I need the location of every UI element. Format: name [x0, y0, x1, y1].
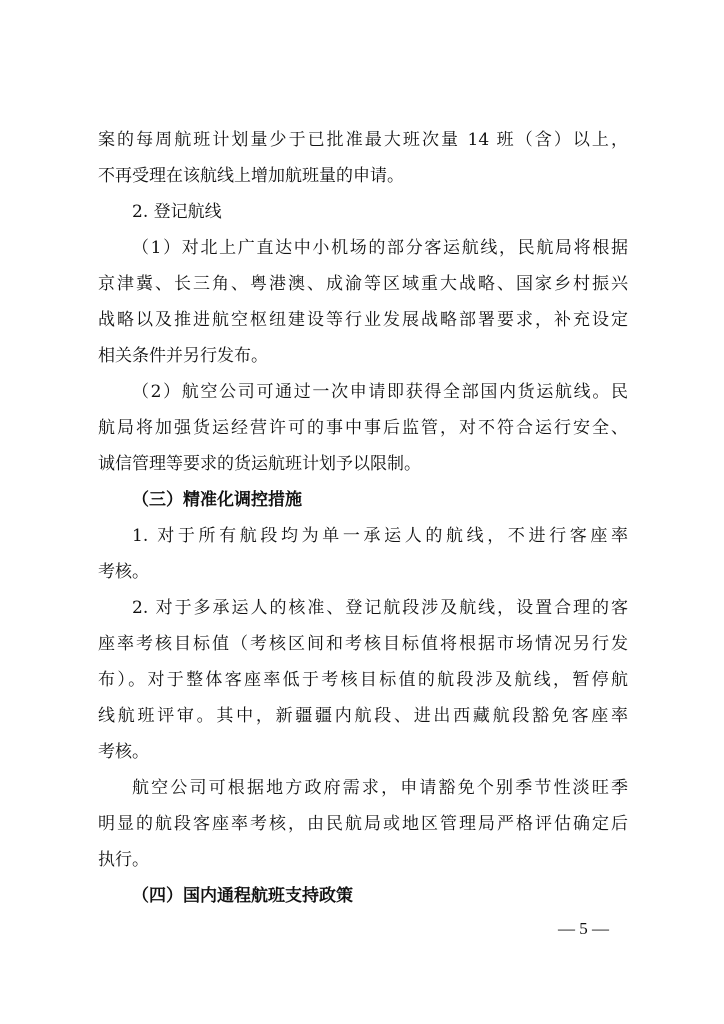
paragraph-line: （2）航空公司可通过一次申请即获得全部国内货运航线。民	[132, 382, 628, 402]
paragraph-line: 诚信管理等要求的货运航班计划予以限制。	[98, 454, 421, 474]
paragraph-line: 考核。	[98, 562, 149, 582]
paragraph-line: （1）对北上广直达中小机场的部分客运航线，民航局将根据	[132, 238, 628, 258]
section-heading: （三）精准化调控措施	[132, 490, 302, 510]
paragraph-line: 执行。	[98, 850, 149, 870]
paragraph-line: 线航班评审。其中，新疆疆内航段、进出西藏航段豁免客座率	[98, 706, 628, 726]
paragraph-line: 航局将加强货运经营许可的事中事后监管，对不符合运行安全、	[98, 418, 628, 438]
page-number: — 5 —	[558, 919, 609, 938]
paragraph-line: 座率考核目标值（考核区间和考核目标值将根据市场情况另行发	[98, 634, 628, 654]
paragraph-line: 2. 对于多承运人的核准、登记航段涉及航线，设置合理的客	[132, 598, 628, 618]
paragraph-line: 考核。	[98, 742, 149, 762]
paragraph-line: 不再受理在该航线上增加航班量的申请。	[98, 166, 404, 186]
paragraph-line: 京津冀、长三角、粤港澳、成渝等区域重大战略、国家乡村振兴	[98, 274, 628, 294]
paragraph-line: 布）。对于整体客座率低于考核目标值的航段涉及航线，暂停航	[98, 670, 628, 690]
paragraph-line: 1. 对于所有航段均为单一承运人的航线，不进行客座率	[132, 526, 628, 546]
paragraph-line: 战略以及推进航空枢纽建设等行业发展战略部署要求，补充设定	[98, 310, 628, 330]
paragraph-line: 相关条件并另行发布。	[98, 346, 268, 366]
paragraph-line: 案的每周航班计划量少于已批准最大班次量 14 班（含）以上，	[98, 130, 628, 150]
paragraph-line: 明显的航段客座率考核，由民航局或地区管理局严格评估确定后	[98, 814, 628, 834]
paragraph-line: 航空公司可根据地方政府需求，申请豁免个别季节性淡旺季	[132, 778, 628, 798]
section-heading: （四）国内通程航班支持政策	[132, 886, 353, 906]
section-heading: 2. 登记航线	[132, 202, 222, 222]
